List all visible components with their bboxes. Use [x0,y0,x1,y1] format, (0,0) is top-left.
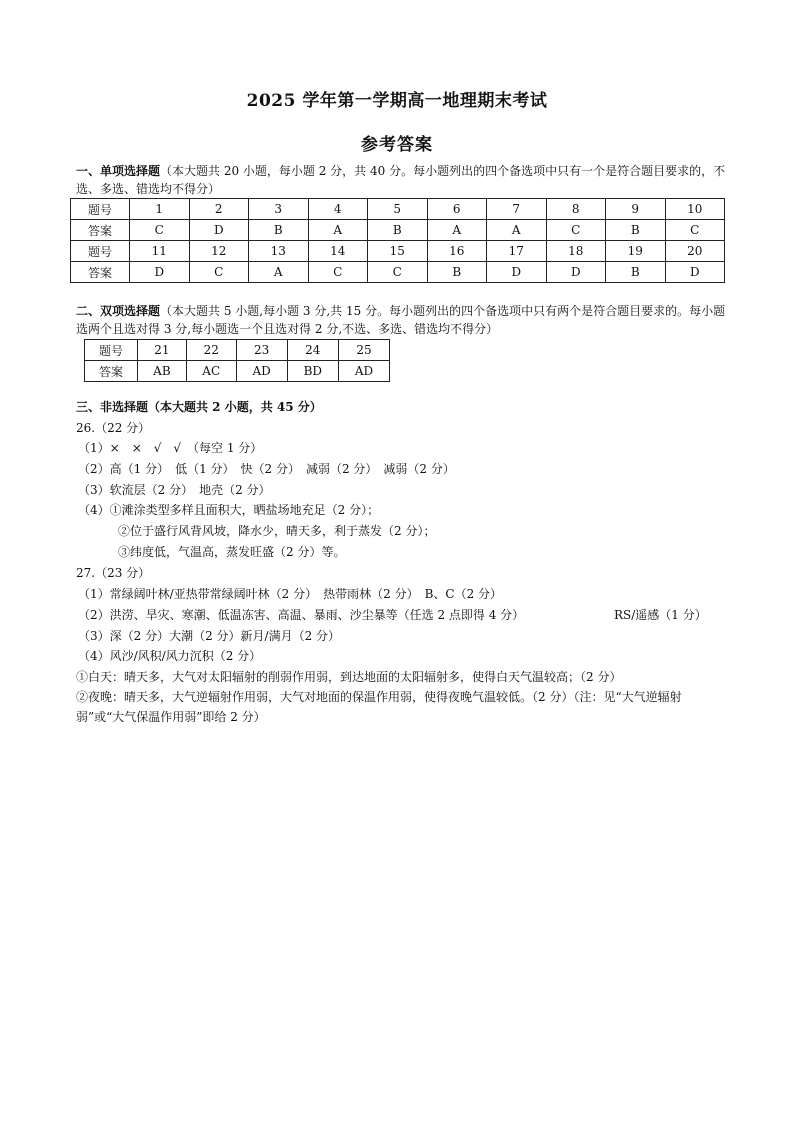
table-row [85,361,390,382]
table-row [71,199,725,220]
q27-line-2: （2）洪涝、旱灾、寒潮、低温冻害、高温、暴雨、沙尘暴等（任选 2 点即得 4 分） [78,608,525,622]
q27-line-5: ①白天：晴天多，大气对太阳辐射的削弱作用弱，到达地面的太阳辐射多，使得白天气温较高；（2 分） [76,670,622,684]
table-cell: D [546,262,606,283]
q26-line-2: （2）高（1 分） 低（1 分） 快（2 分） 减弱（2 分） 减弱（2 分） [78,462,455,476]
table-cell: 23 [236,340,287,361]
table-cell: 14 [308,241,368,262]
table-cell: 13 [249,241,309,262]
table-cell: 22 [186,340,236,361]
table-cell: A [308,220,368,241]
table-cell: B [606,262,666,283]
table-row [85,340,390,361]
q27-line-6: ②夜晚：晴天多，大气逆辐射作用弱，大气对地面的保温作用弱，使得夜晚气温较低。（2 分）（注：见“大气逆辐射弱”或“大气保温作用弱”即给 2 分） [76,690,682,724]
section2-heading: 二、双项选择题 [76,304,161,318]
table-cell: 1 [130,199,190,220]
table-cell: 2 [189,199,249,220]
row-label: 题号 [71,241,130,262]
q26-line-5: ②位于盛行风背风坡，降水少，晴天多，利于蒸发（2 分）； [118,524,436,538]
q27-line-1: （1）常绿阔叶林/亚热带常绿阔叶林（2 分） 热带雨林（2 分） B、C（2 分） [78,587,503,601]
table-cell: 20 [665,241,725,262]
q27-line-4: （4）风沙/风积/风力沉积（2 分） [78,649,262,663]
table-cell: C [546,220,606,241]
table-cell: 3 [249,199,309,220]
q26-line-4: （4）①滩涂类型多样且面积大，晒盐场地充足（2 分）； [78,503,380,517]
table-cell: C [130,220,190,241]
section2-intro [76,302,726,338]
table-cell: 7 [487,199,547,220]
table-cell: 21 [138,340,187,361]
table-row [71,262,725,283]
table-cell: 25 [339,340,390,361]
table-cell: A [487,220,547,241]
row-label: 答案 [71,262,130,283]
table-row [71,220,725,241]
section2-note: （本大题共 5 小题,每小题 3 分,共 15 分。每小题列出的四个备选项中只有两个是符合题目要求的。每小题选两个且选对得 3 分,每小题选一个且选对得 2 分,不选、多选、错选均不得分） [76,304,726,336]
table-cell: 24 [287,340,338,361]
q26-line-6: ③纬度低，气温高，蒸发旺盛（2 分）等。 [118,545,346,559]
table-cell: C [308,262,368,283]
table-cell: B [427,262,487,283]
table-cell: 16 [427,241,487,262]
table-cell: 10 [665,199,725,220]
section1-intro [76,162,726,198]
table-cell: B [606,220,666,241]
section1-note: （本大题共 20 小题，每小题 2 分，共 40 分。每小题列出的四个备选项中只有一个是符合题目要求的，不选、多选、错选均不得分） [76,164,726,196]
table-cell: D [189,220,249,241]
page-title: 2025 学年第一学期高一地理期末考试 [246,91,548,111]
table-cell: AD [339,361,390,382]
q26-title: 26.（22 分） [76,421,151,435]
q27-line-2b: RS/遥感（1 分） [614,608,707,622]
table-cell: 15 [368,241,428,262]
table-cell: A [427,220,487,241]
table-cell: 17 [487,241,547,262]
table-cell: D [130,262,190,283]
q27-line-3: （3）深（2 分）大潮（2 分）新月/满月（2 分） [78,629,341,643]
table-cell: D [487,262,547,283]
q26-line-1: （1）× × √ √ （每空 1 分） [78,441,263,455]
section2-answer-table [84,339,390,382]
row-label: 答案 [85,361,138,382]
table-cell: 6 [427,199,487,220]
q26-line-3: （3）软流层（2 分） 地壳（2 分） [78,483,271,497]
table-cell: 18 [546,241,606,262]
q27-title: 27.（23 分） [76,566,151,580]
page-subtitle: 参考答案 [361,135,433,155]
table-cell: C [665,220,725,241]
section1-heading: 一、单项选择题 [76,164,161,178]
table-cell: C [189,262,249,283]
table-cell: B [249,220,309,241]
table-cell: 11 [130,241,190,262]
table-cell: 8 [546,199,606,220]
table-cell: A [249,262,309,283]
table-cell: AB [138,361,187,382]
row-label: 题号 [85,340,138,361]
row-label: 题号 [71,199,130,220]
table-cell: B [368,220,428,241]
row-label: 答案 [71,220,130,241]
table-cell: AC [186,361,236,382]
table-cell: 9 [606,199,666,220]
table-cell: 19 [606,241,666,262]
table-row [71,241,725,262]
section1-answer-table [70,198,725,283]
section3-heading: 三、非选择题（本大题共 2 小题，共 45 分） [76,400,322,414]
table-cell: AD [236,361,287,382]
table-cell: C [368,262,428,283]
table-cell: BD [287,361,338,382]
table-cell: D [665,262,725,283]
table-cell: 12 [189,241,249,262]
table-cell: 5 [368,199,428,220]
table-cell: 4 [308,199,368,220]
